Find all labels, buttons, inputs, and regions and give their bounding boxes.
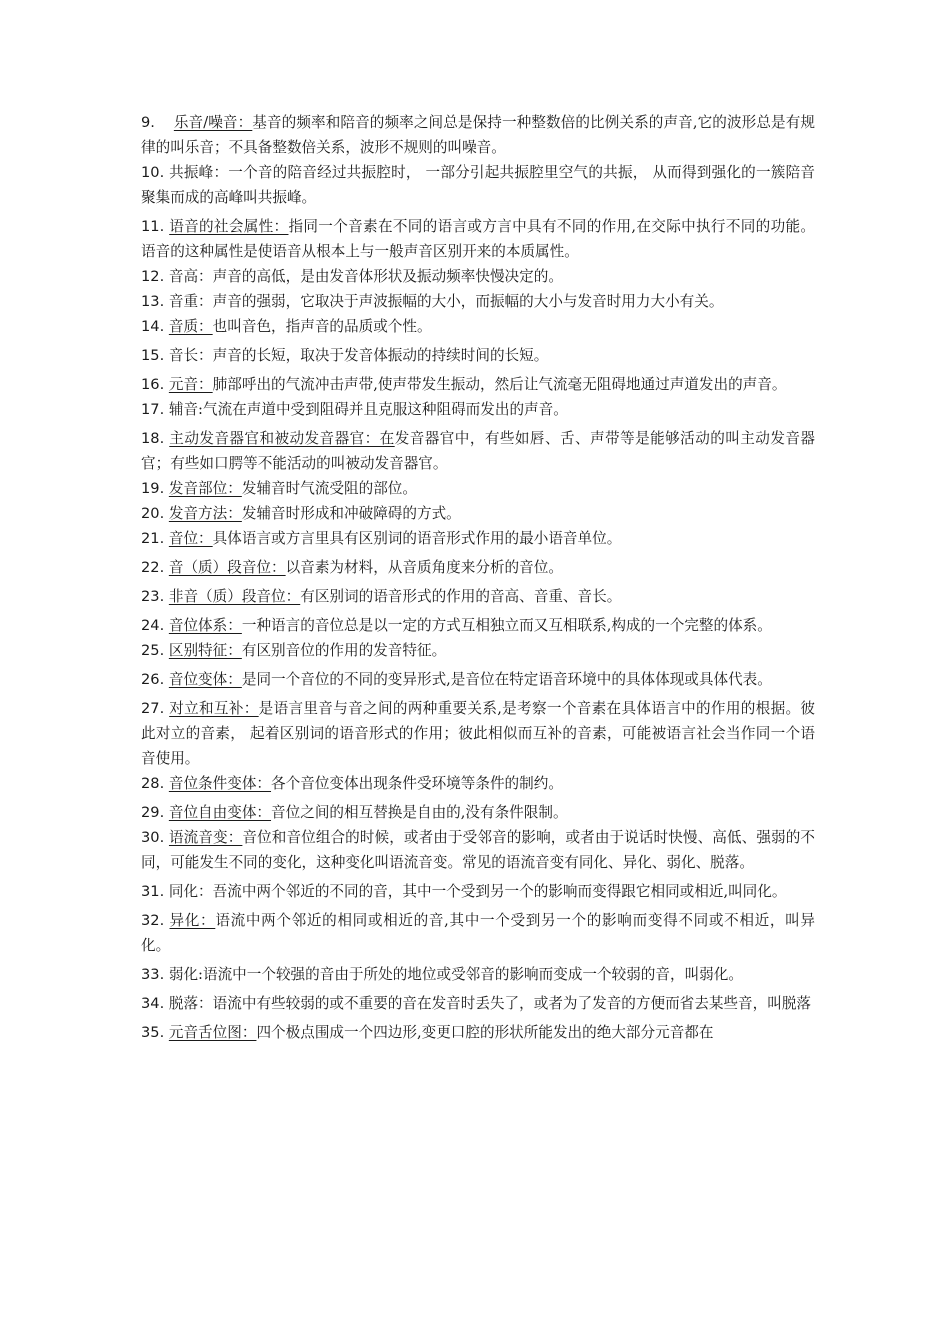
definition-entry <box>141 526 815 551</box>
entry-number: 17. <box>141 401 165 418</box>
entry-term: 音位变体： <box>168 671 242 688</box>
definition-entry <box>141 879 815 904</box>
definition-entry <box>141 1020 815 1045</box>
definition-entry <box>141 426 815 476</box>
entry-definition: 一种语言的音位总是以一定的方式互相独立而又互相联系,构成的一个完整的体系。 <box>241 617 772 634</box>
entry-separator <box>155 114 174 131</box>
entry-term: 脱落： <box>168 995 213 1012</box>
entry-term: 音位体系： <box>168 617 242 634</box>
entry-definition: 一个音的陪音经过共振腔时， 一部分引起共振腔里空气的共振， 从而得到强化的一簇陪音聚集而成的高峰叫共振峰。 <box>141 164 815 206</box>
entry-definition: 是同一个音位的不同的变异形式,是音位在特定语音环境中的具体体现或具体代表。 <box>241 671 772 688</box>
entry-term: 音（质）段音位： <box>168 559 286 576</box>
entry-number: 25. <box>141 642 165 659</box>
definition-entry <box>141 638 815 663</box>
definition-entry <box>141 825 815 875</box>
definition-entry <box>141 160 815 210</box>
entry-definition: 四个极点围成一个四边形,变更口腔的形状所能发出的绝大部分元音都在 <box>256 1024 714 1041</box>
entry-definition: 指同一个音素在不同的语言或方言中具有不同的作用,在交际中执行不同的功能。语音的这种属性是使语音从根本上与一般声音区别开来的本质属性。 <box>141 218 815 260</box>
definition-entry <box>141 555 815 580</box>
entry-definition: 音位和音位组合的时候，或者由于受邻音的影响，或者由于说话时快慢、高低、强弱的不同，可能发生不同的变化，这种变化叫语流音变。常见的语流音变有同化、异化、弱化、脱落。 <box>141 829 815 871</box>
definition-entry <box>141 314 815 339</box>
entry-number: 14. <box>141 318 165 335</box>
entry-term: 共振峰： <box>169 164 229 181</box>
definition-entry <box>141 214 815 264</box>
entry-number: 35. <box>141 1024 165 1041</box>
entry-term: 弱化: <box>168 966 203 983</box>
entry-term: 音位： <box>168 530 213 547</box>
definition-entry <box>141 584 815 609</box>
entry-number: 22. <box>141 559 165 576</box>
entry-term: 异化： <box>169 912 216 929</box>
entry-definition: 声音的长短，取决于发音体振动的持续时间的长短。 <box>212 347 549 364</box>
definition-entry <box>141 800 815 825</box>
definition-entry <box>141 110 815 160</box>
entry-number: 29. <box>141 804 165 821</box>
definition-entry <box>141 343 815 368</box>
definition-entry <box>141 289 815 314</box>
entry-number: 21. <box>141 530 165 547</box>
entry-number: 27. <box>141 700 165 717</box>
definition-entry <box>141 264 815 289</box>
entry-definition: 音位之间的相互替换是自由的,没有条件限制。 <box>271 804 568 821</box>
entry-definition: 基音的频率和陪音的频率之间总是保持一种整数倍的比例关系的声音,它的波形总是有规律的叫乐音；不具备整数倍关系，波形不规则的叫噪音。 <box>141 114 815 156</box>
entry-number: 28. <box>141 775 165 792</box>
entry-definition: 有区别词的语音形式的作用的音高、音重、音长。 <box>300 588 622 605</box>
entry-term: 对立和互补： <box>169 700 259 717</box>
entry-number: 10. <box>141 164 165 181</box>
entry-term: 语流音变： <box>168 829 243 846</box>
entry-number: 19. <box>141 480 165 497</box>
entry-number: 23. <box>141 588 165 605</box>
definition-entry <box>141 397 815 422</box>
entry-term: 区别特征： <box>168 642 242 659</box>
entry-definition: 具体语言或方言里具有区别词的语音形式作用的最小语音单位。 <box>212 530 622 547</box>
entry-term: 非音（质）段音位： <box>168 588 301 605</box>
entry-term: 音位自由变体： <box>168 804 272 821</box>
entry-number: 16. <box>141 376 165 393</box>
definition-entry <box>141 908 815 958</box>
entry-term: 音高： <box>168 268 213 285</box>
entry-definition: 气流在声道中受到阻碍并且克服这种阻碍而发出的声音。 <box>202 401 568 418</box>
entry-definition: 各个音位变体出现条件受环境等条件的制约。 <box>271 775 563 792</box>
entry-term: 同化： <box>168 883 213 900</box>
entry-definition: 肺部呼出的气流冲击声带,使声带发生振动，然后让气流毫无阻碍地通过声道发出的声音。 <box>212 376 787 393</box>
entry-definition: 以音素为材料，从音质角度来分析的音位。 <box>285 559 563 576</box>
entry-number: 18. <box>141 430 165 447</box>
entry-number: 30. <box>141 829 165 846</box>
entry-definition: 语流中一个较强的音由于所处的地位或受邻音的影响而变成一个较弱的音，叫弱化。 <box>202 966 743 983</box>
entry-definition: 吾流中两个邻近的不同的音，其中一个受到另一个的影响而变得跟它相同或相近,叫同化。 <box>212 883 787 900</box>
entry-number: 12. <box>141 268 165 285</box>
definition-entry <box>141 962 815 987</box>
definition-entry <box>141 613 815 638</box>
definition-entry <box>141 696 815 771</box>
entry-number: 9. <box>141 114 155 131</box>
entry-term: 乐音/噪音： <box>173 114 253 131</box>
entry-definition: 语流中两个邻近的相同或相近的音,其中一个受到另一个的影响而变得不同或不相近，叫异化。 <box>141 912 815 954</box>
entry-definition: 发音器官中，有些如唇、舌、声带等是能够活动的叫主动发音器官；有些如口腭等不能活动的叫被动发音器官。 <box>141 430 815 472</box>
entry-term: 音位条件变体： <box>168 775 272 792</box>
entry-definition: 发辅音时形成和冲破障碍的方式。 <box>241 505 461 522</box>
entry-number: 24. <box>141 617 165 634</box>
entry-term: 主动发音器官和被动发音器官：在 <box>169 430 395 447</box>
document-page <box>141 110 815 1045</box>
entry-definition: 发辅音时气流受阻的部位。 <box>241 480 417 497</box>
entry-number: 31. <box>141 883 165 900</box>
entry-term: 音长： <box>168 347 213 364</box>
entry-definition: 有区别音位的作用的发音特征。 <box>241 642 447 659</box>
entry-term: 元音舌位图： <box>168 1024 257 1041</box>
definition-entry <box>141 501 815 526</box>
entry-number: 34. <box>141 995 165 1012</box>
entry-number: 26. <box>141 671 165 688</box>
definition-entry <box>141 667 815 692</box>
entry-definition: 是语言里音与音之间的两种重要关系,是考察一个音素在具体语言中的作用的根据。彼此对立的音素， 起着区别词的语音形式的作用；彼此相似而互补的音素，可能被语言社会当作同一个语音使用。 <box>141 700 815 767</box>
entry-definition: 语流中有些较弱的或不重要的音在发音时丢失了，或者为了发音的方便而省去某些音，叫脱落 <box>212 995 812 1012</box>
entry-definition: 声音的高低，是由发音体形状及振动频率快慢决定的。 <box>212 268 563 285</box>
entry-term: 发音部位： <box>168 480 242 497</box>
entry-number: 13. <box>141 293 165 310</box>
entry-term: 发音方法： <box>168 505 242 522</box>
entry-number: 32. <box>141 912 165 929</box>
entry-definition: 声音的强弱，它取决于声波振幅的大小，而振幅的大小与发音时用力大小有关。 <box>212 293 724 310</box>
entry-term: 语音的社会属性： <box>169 218 289 235</box>
entry-term: 辅音: <box>168 401 203 418</box>
definition-entry <box>141 771 815 796</box>
entry-term: 音质： <box>168 318 213 335</box>
entry-number: 11. <box>141 218 165 235</box>
definition-entry <box>141 476 815 501</box>
entry-term: 元音： <box>168 376 213 393</box>
entry-number: 33. <box>141 966 165 983</box>
entry-term: 音重： <box>168 293 213 310</box>
entry-definition: 也叫音色，指声音的品质或个性。 <box>212 318 432 335</box>
entry-number: 15. <box>141 347 165 364</box>
definition-entry <box>141 991 815 1016</box>
definition-entry <box>141 372 815 397</box>
entry-number: 20. <box>141 505 165 522</box>
